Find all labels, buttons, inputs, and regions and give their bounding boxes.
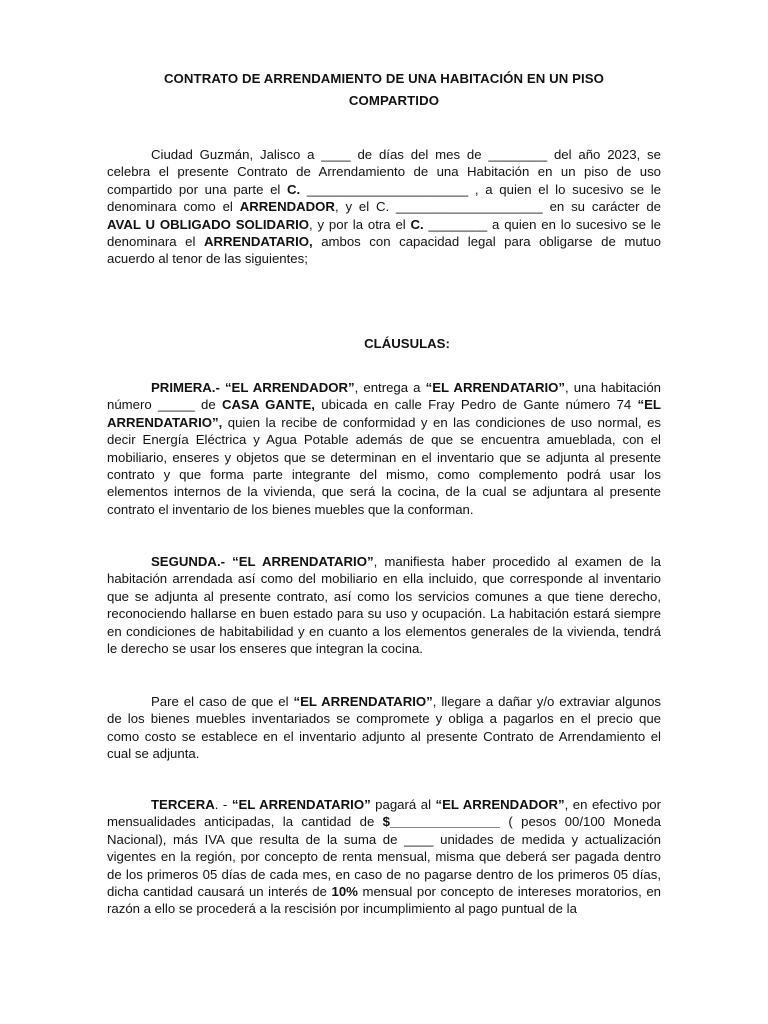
clausulas-heading: CLÁUSULAS: xyxy=(364,336,450,351)
clause-tercera: TERCERA. - “EL ARRENDATARIO” pagará al “EL ARRENDADOR”, en efectivo por mensualidades anticipadas, la cantidad de $_______________ ( pesos 00/100 Moneda Nacional), más IVA que resulta de la suma de ____ unidades de medida y actualización vigentes en la región, por concepto de renta mensual, misma que deberá ser pagada dentro de los primeros 05 días de cada mes, en caso de no pagarse dentro de los primeros 05 días, dicha cantidad causará un interés de 10% mensual por concepto de intereses moratorios, en razón a ello se procederá a la rescisión por incumplimiento al pago puntual de la xyxy=(107,797,662,917)
clause-segunda-continuation: Pare el caso de que el “EL ARRENDATARIO”, llegare a dañar y/o extraviar algunos de los bienes muebles inventariados se compromete y obliga a pagarlos en el precio que como costo se establece en el inventario adjunto al presente Contrato de Arrendamiento el cual se adjunta. xyxy=(107,694,661,762)
clause-segunda: SEGUNDA.- “EL ARRENDATARIO”, manifiesta haber procedido al examen de la habitación arrendada así como del mobiliario en ella incluido, que corresponde al inventario que se adjunta al presente contrato, así como los servicios comunes a que tiene derecho, reconociendo hallarse en buen estado para su uso y ocupación. La habitación estará siempre en condiciones de habitabilidad y en cuanto a los elementos generales de la vivienda, tendrá le derecho se usar los enseres que integran la cocina. xyxy=(107,554,661,657)
clause-primera: PRIMERA.- “EL ARRENDADOR”, entrega a “EL ARRENDATARIO”, una habitación número _____ de CASA GANTE, ubicada en calle Fray Pedro de Gante número 74 “EL ARRENDATARIO”, quien la recibe de conformidad y en las condiciones de uso normal, es decir Energía Eléctrica y Agua Potable además de que se encuentra amueblada, con el mobiliario, enseres y objetos que se determinan en el inventario que se adjunta al presente contrato y que forma parte integrante del mismo, como complemento podrá usar los elementos internos de la vivienda, que será la cocina, de la cual se adjuntara al presente contrato el inventario de los bienes muebles que la conforman. xyxy=(107,380,661,517)
title-line-1: CONTRATO DE ARRENDAMIENTO DE UNA HABITACIÓN EN UN PISO xyxy=(163,71,605,86)
intro-paragraph: Ciudad Guzmán, Jalisco a ____ de días del mes de ________ del año 2023, se celebra el presente Contrato de Arrendamiento de una Habitación en un piso de uso compartido por una parte el C. ______________________ , a quien el lo sucesivo se le denominara como el ARRENDADOR, y el C. ____________________ en su carácter de AVAL U OBLIGADO SOLIDARIO, y por la otra el C. ________ a quien en lo sucesivo se le denominara el ARRENDATARIO, ambos con capacidad legal para obligarse de mutuo acuerdo al tenor de las siguientes; xyxy=(107,147,662,267)
title-line-2: COMPARTIDO xyxy=(348,93,440,108)
contract-title xyxy=(108,68,660,112)
